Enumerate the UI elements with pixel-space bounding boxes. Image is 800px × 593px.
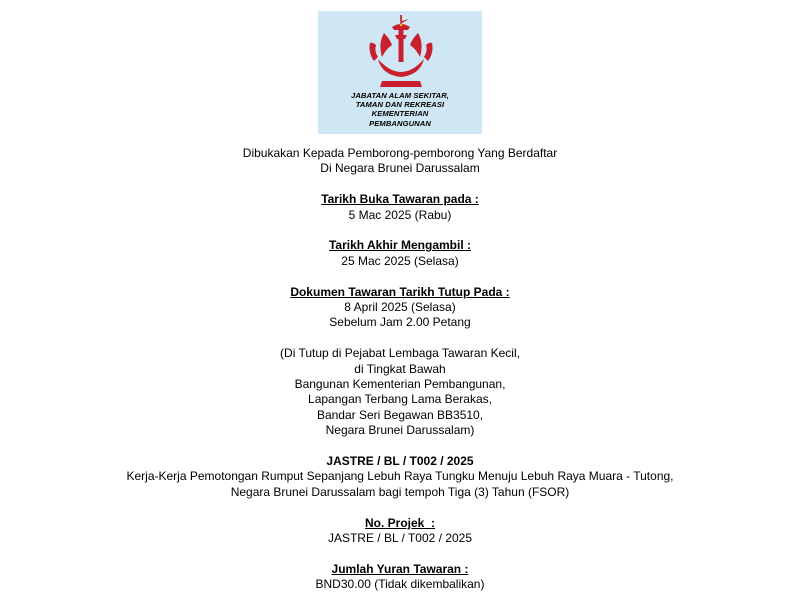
intro-line: Dibukakan Kepada Pemborong-pemborong Yang Berdaftar xyxy=(242,146,558,160)
intro-line: Di Negara Brunei Darussalam xyxy=(320,161,480,176)
ministry-name-line: TAMAN DAN REKREASI xyxy=(355,100,445,110)
tender-title-line: Negara Brunei Darussalam bagi tempoh Tiga (3) Tahun (FSOR) xyxy=(230,484,570,499)
brunei-crest-icon xyxy=(362,13,440,91)
location-line: Negara Brunei Darussalam) xyxy=(325,423,475,438)
location-line: di Tingkat Bawah xyxy=(354,361,446,376)
tender-notice xyxy=(0,146,800,593)
open-date-heading: Tarikh Buka Tawaran pada : xyxy=(321,192,479,207)
project-no-value: JASTRE / BL / T002 / 2025 xyxy=(327,531,473,546)
tender-reference: JASTRE / BL / T002 / 2025 xyxy=(326,454,474,469)
last-collect-heading: Tarikh Akhir Mengambil : xyxy=(328,238,472,253)
ministry-name-line: KEMENTERIAN xyxy=(371,109,429,119)
ministry-name-line: JABATAN ALAM SEKITAR, xyxy=(351,91,449,100)
location-line: Bangunan Kementerian Pembangunan, xyxy=(294,377,506,392)
ministry-name-line: PEMBANGUNAN xyxy=(369,118,431,128)
open-date-value: 5 Mac 2025 (Rabu) xyxy=(348,207,452,222)
tender-title-line: Kerja-Kerja Pemotongan Rumput Sepanjang Lebuh Raya Tungku Menuju Lebuh Raya Muara - Tutong, xyxy=(126,469,674,484)
location-line: Bandar Seri Begawan BB3510, xyxy=(316,407,484,422)
fee-value: BND30.00 (Tidak dikembalikan) xyxy=(315,577,485,592)
closing-heading: Dokumen Tawaran Tarikh Tutup Pada : xyxy=(290,284,510,299)
location-line: (Di Tutup di Pejabat Lembaga Tawaran Kecil, xyxy=(280,346,520,361)
project-no-heading: No. Projek : xyxy=(364,515,435,530)
ministry-name xyxy=(318,91,482,128)
location-line: Lapangan Terbang Lama Berakas, xyxy=(308,392,492,407)
last-collect-value: 25 Mac 2025 (Selasa) xyxy=(341,253,459,268)
ministry-logo-panel xyxy=(318,11,482,134)
closing-line: 8 April 2025 (Selasa) xyxy=(344,300,456,315)
fee-heading: Jumlah Yuran Tawaran : xyxy=(331,561,469,576)
closing-line: Sebelum Jam 2.00 Petang xyxy=(329,315,471,330)
